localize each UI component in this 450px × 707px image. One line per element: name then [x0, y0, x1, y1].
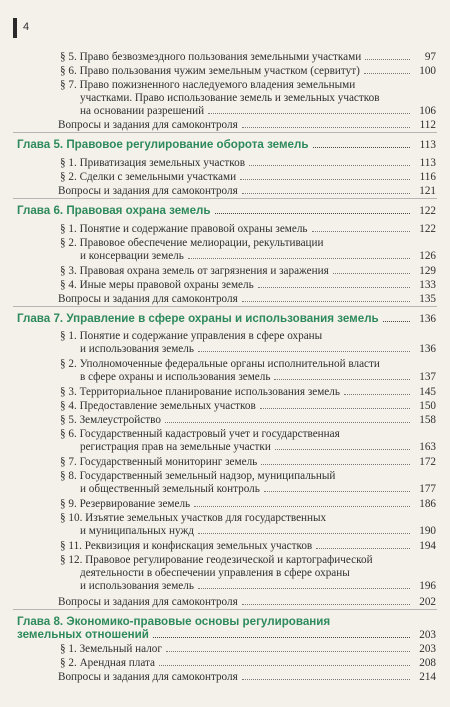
questions-entry	[58, 293, 436, 306]
entry-title-line: участками. Право использование земель и земельных участков	[80, 92, 380, 104]
dot-leader	[383, 321, 410, 322]
section-entry	[60, 400, 436, 413]
page-ref: 137	[419, 371, 436, 383]
chapter-entry	[17, 312, 436, 326]
entry-title: § 1. Понятие и содержание правовой охраны земель	[60, 223, 308, 235]
entry-title: Глава 6. Правовая охрана земель	[17, 204, 211, 217]
page-ref: 214	[419, 671, 436, 683]
entry-title: Вопросы и задания для самоконтроля	[58, 185, 238, 197]
page-ref: 129	[419, 265, 436, 277]
page-ref: 150	[419, 400, 436, 412]
page-ref: 100	[419, 65, 436, 77]
page-ref: 203	[419, 643, 436, 655]
dot-leader	[194, 506, 410, 507]
page-ref: 190	[419, 525, 436, 537]
dot-leader	[242, 193, 410, 194]
entry-title-line: § 7. Право пожизненного наследуемого владения земельными	[60, 79, 356, 91]
entry-title: на основании разрешений	[80, 105, 205, 117]
questions-entry	[58, 671, 436, 684]
section-entry	[60, 330, 436, 356]
entry-title: Вопросы и задания для самоконтроля	[58, 293, 238, 305]
entry-title-line: § 2. Уполномоченные федеральные органы исполнительной власти	[60, 358, 380, 370]
dot-leader	[316, 548, 410, 549]
dot-leader	[208, 113, 410, 114]
page-ref: 177	[419, 483, 436, 495]
page-ref: 145	[419, 386, 436, 398]
dot-leader	[242, 604, 410, 605]
entry-title-line: Глава 8. Экономико-правовые основы регулирования	[17, 615, 331, 628]
page-ref: 122	[419, 223, 436, 235]
page-ref: 194	[419, 540, 436, 552]
dot-leader	[261, 464, 410, 465]
chapter-divider	[13, 609, 437, 610]
page-ref: 196	[419, 580, 436, 592]
entry-title-line: § 8. Государственный земельный надзор, муниципальный	[60, 470, 336, 482]
entry-title: § 5. Право безвозмездного пользования земельными участками	[60, 51, 362, 63]
dot-leader	[198, 351, 410, 352]
page-ref: 203	[419, 629, 436, 641]
dot-leader	[188, 258, 410, 259]
section-entry	[60, 265, 436, 278]
page-ref: 126	[419, 250, 436, 262]
dot-leader	[364, 73, 410, 74]
section-entry	[60, 470, 436, 496]
dot-leader	[242, 679, 410, 680]
entry-title: Глава 5. Правовое регулирование оборота земель	[17, 138, 309, 151]
entry-title: регистрация прав на земельные участки	[80, 441, 271, 453]
chapter-divider	[13, 198, 437, 199]
dot-leader	[333, 273, 410, 274]
dot-leader	[264, 491, 410, 492]
page-ref: 136	[419, 343, 436, 355]
dot-leader	[240, 179, 410, 180]
dot-leader	[344, 394, 410, 395]
entry-title: Вопросы и задания для самоконтроля	[58, 671, 238, 683]
section-entry	[60, 386, 436, 399]
entry-title: и использования земель	[80, 343, 194, 355]
section-entry	[60, 554, 436, 593]
entry-title: § 2. Сделки с земельными участками	[60, 171, 237, 183]
dot-leader	[312, 231, 410, 232]
section-entry	[60, 643, 436, 656]
questions-entry	[58, 119, 436, 132]
page-ref: 186	[419, 498, 436, 510]
dot-leader	[275, 449, 410, 450]
dot-leader	[258, 287, 410, 288]
page-ref: 172	[419, 456, 436, 468]
page-ref: 136	[419, 313, 436, 325]
questions-entry	[58, 185, 436, 198]
entry-title: земельных отношений	[17, 628, 149, 641]
section-entry	[60, 358, 436, 384]
section-entry	[60, 65, 436, 78]
page-ref: 106	[419, 105, 436, 117]
page-ref: 133	[419, 279, 436, 291]
entry-title: в сфере охраны и использования земель	[80, 371, 271, 383]
entry-title: § 5. Землеустройство	[60, 414, 161, 426]
section-entry	[60, 237, 436, 263]
section-entry	[60, 414, 436, 427]
entry-title-line: § 1. Понятие и содержание управления в сфере охраны	[60, 330, 323, 342]
entry-title: Вопросы и задания для самоконтроля	[58, 596, 238, 608]
dot-leader	[242, 127, 410, 128]
page-ref: 208	[419, 657, 436, 669]
section-entry	[60, 428, 436, 454]
dot-leader	[242, 301, 410, 302]
entry-title: § 3. Правовая охрана земель от загрязнения и заражения	[60, 265, 329, 277]
chapter-entry	[17, 204, 436, 218]
entry-title: и использования земель	[80, 580, 194, 592]
page-ref: 113	[419, 157, 436, 169]
chapter-divider	[13, 306, 437, 307]
section-entry	[60, 79, 436, 118]
section-entry	[60, 279, 436, 292]
entry-title-line: § 12. Правовое регулирование геодезической и картографической	[60, 554, 373, 566]
page-number: 4	[23, 21, 30, 33]
chapter-entry	[17, 138, 436, 152]
section-entry	[60, 540, 436, 553]
entry-title: § 9. Резервирование земель	[60, 498, 191, 510]
page-ref: 163	[419, 441, 436, 453]
dot-leader	[159, 665, 410, 666]
dot-leader	[198, 533, 410, 534]
section-entry	[60, 498, 436, 511]
section-entry	[60, 512, 436, 538]
entry-title-line: деятельности в обеспечении управления в сфере охраны	[80, 567, 350, 579]
page-ref: 122	[419, 205, 436, 217]
section-entry	[60, 456, 436, 469]
entry-title: § 1. Земельный налог	[60, 643, 162, 655]
entry-title: и консервации земель	[80, 250, 184, 262]
dot-leader	[215, 213, 410, 214]
entry-title: Вопросы и задания для самоконтроля	[58, 119, 238, 131]
section-entry	[60, 171, 436, 184]
entry-title-line: § 6. Государственный кадастровый учет и государственная	[60, 428, 340, 440]
entry-title: и муниципальных нужд	[80, 525, 194, 537]
dot-leader	[249, 165, 410, 166]
dot-leader	[365, 59, 410, 60]
section-entry	[60, 157, 436, 170]
section-entry	[60, 51, 436, 64]
entry-title: Глава 7. Управление в сфере охраны и использования земель	[17, 312, 379, 325]
entry-title: § 3. Территориальное планирование использования земель	[60, 386, 340, 398]
questions-entry	[58, 596, 436, 609]
section-entry	[60, 223, 436, 236]
chapter-divider	[13, 132, 437, 133]
entry-title: и общественный земельный контроль	[80, 483, 260, 495]
page-ref: 121	[419, 185, 436, 197]
entry-title: § 2. Арендная плата	[60, 657, 156, 669]
entry-title: § 7. Государственный мониторинг земель	[60, 456, 258, 468]
entry-title: § 4. Иные меры правовой охраны земель	[60, 279, 254, 291]
dot-leader	[313, 147, 411, 148]
entry-title-line: § 10. Изъятие земельных участков для государственных	[60, 512, 327, 524]
chapter-entry	[17, 615, 436, 642]
page-ref: 116	[419, 171, 436, 183]
entry-title: § 4. Предоставление земельных участков	[60, 400, 256, 412]
page-ref: 112	[419, 119, 436, 131]
dot-leader	[165, 422, 410, 423]
entry-title: § 6. Право пользования чужим земельным участком (сервитут)	[60, 65, 360, 77]
dot-leader	[260, 408, 410, 409]
entry-title-line: § 2. Правовое обеспечение мелиорации, рекультивации	[60, 237, 324, 249]
page-ref: 97	[424, 51, 436, 63]
entry-title: § 1. Приватизация земельных участков	[60, 157, 246, 169]
dot-leader	[166, 651, 410, 652]
page-ref: 113	[419, 139, 436, 151]
page-ref: 158	[419, 414, 436, 426]
section-entry	[60, 657, 436, 670]
header-bar	[13, 18, 17, 38]
dot-leader	[198, 588, 410, 589]
dot-leader	[274, 379, 410, 380]
page-ref: 135	[419, 293, 436, 305]
dot-leader	[153, 637, 410, 638]
page-ref: 202	[419, 596, 436, 608]
entry-title: § 11. Реквизиция и конфискация земельных участков	[60, 540, 313, 552]
